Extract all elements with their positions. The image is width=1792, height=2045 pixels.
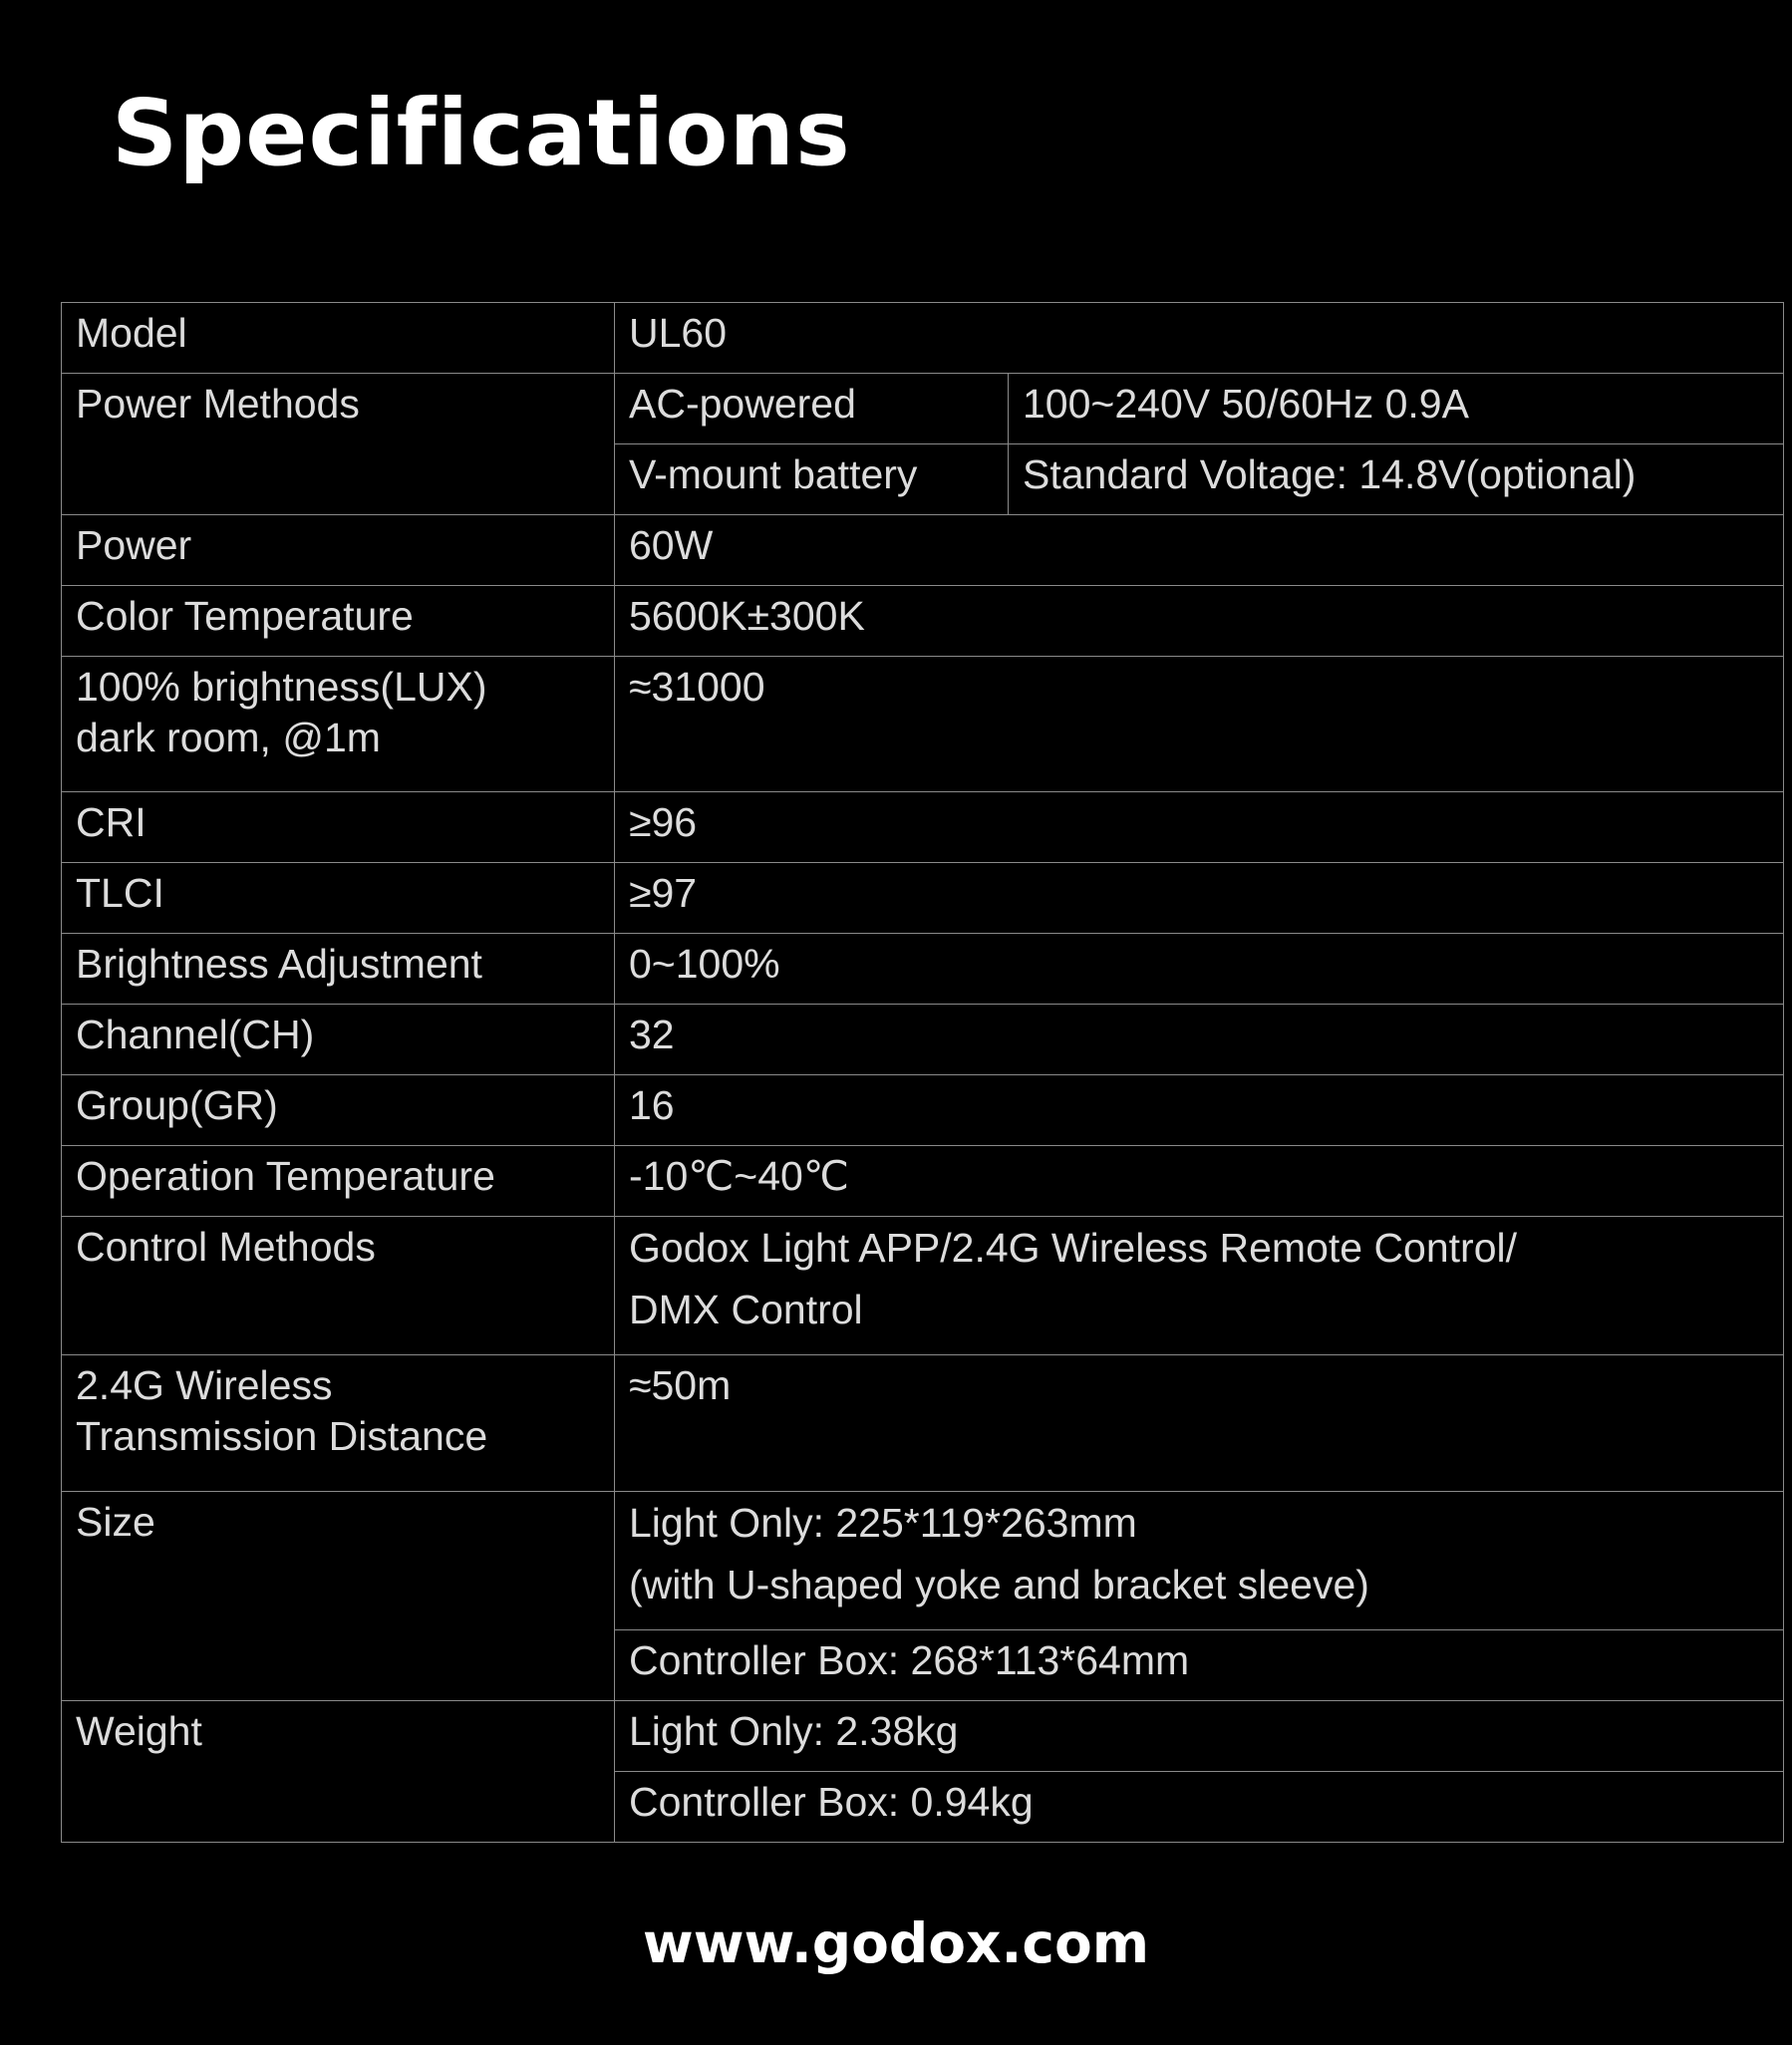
spec-row-power xyxy=(62,515,1784,586)
spec-row-operation-temperature xyxy=(62,1146,1784,1217)
website-link[interactable]: www.godox.com xyxy=(642,1911,1150,1975)
spec-label: Brightness Adjustment xyxy=(62,934,615,1005)
spec-value: Light Only: 2.38kg xyxy=(615,1701,1784,1772)
spec-label: Power xyxy=(62,515,615,586)
spec-row-size xyxy=(62,1492,1784,1630)
spec-label: Channel(CH) xyxy=(62,1005,615,1075)
spec-value xyxy=(615,1217,1784,1355)
spec-label: TLCI xyxy=(62,863,615,934)
spec-value: Controller Box: 268*113*64mm xyxy=(615,1630,1784,1701)
spec-value: UL60 xyxy=(615,303,1784,374)
spec-value: -10℃~40℃ xyxy=(615,1146,1784,1217)
spec-value-line: (with U-shaped yoke and bracket sleeve) xyxy=(629,1562,1369,1607)
spec-value-line: Godox Light APP/2.4G Wireless Remote Control/ xyxy=(629,1225,1518,1271)
spec-row-power-methods xyxy=(62,374,1784,444)
spec-label-line: dark room, @1m xyxy=(76,715,381,760)
spec-subtype: V-mount battery xyxy=(615,444,1009,515)
spec-value: Controller Box: 0.94kg xyxy=(615,1772,1784,1843)
spec-value: ≈31000 xyxy=(615,657,1784,792)
spec-row-weight xyxy=(62,1701,1784,1772)
spec-row-channel xyxy=(62,1005,1784,1075)
spec-label: Operation Temperature xyxy=(62,1146,615,1217)
spec-label xyxy=(62,657,615,792)
spec-row-brightness-lux xyxy=(62,657,1784,792)
spec-value: 100~240V 50/60Hz 0.9A xyxy=(1009,374,1784,444)
spec-value: 60W xyxy=(615,515,1784,586)
spec-subtype: AC-powered xyxy=(615,374,1009,444)
spec-label: Power Methods xyxy=(62,374,615,515)
spec-value: 32 xyxy=(615,1005,1784,1075)
spec-label: Control Methods xyxy=(62,1217,615,1355)
spec-value xyxy=(615,1492,1784,1630)
spec-label xyxy=(62,1355,615,1492)
spec-row-model xyxy=(62,303,1784,374)
spec-row-brightness-adjustment xyxy=(62,934,1784,1005)
spec-row-group xyxy=(62,1075,1784,1146)
spec-row-tlci xyxy=(62,863,1784,934)
spec-value: 5600K±300K xyxy=(615,586,1784,657)
spec-value: ≈50m xyxy=(615,1355,1784,1492)
specifications-table xyxy=(61,302,1784,1843)
spec-label-line: 2.4G Wireless xyxy=(76,1362,333,1408)
page-title: Specifications xyxy=(112,80,851,186)
spec-label: Model xyxy=(62,303,615,374)
spec-label-line: Transmission Distance xyxy=(76,1413,488,1459)
spec-value-line: Light Only: 225*119*263mm xyxy=(629,1500,1137,1546)
spec-row-color-temperature xyxy=(62,586,1784,657)
spec-value: Standard Voltage: 14.8V(optional) xyxy=(1009,444,1784,515)
spec-label: CRI xyxy=(62,792,615,863)
spec-label-line: 100% brightness(LUX) xyxy=(76,664,487,710)
spec-label: Group(GR) xyxy=(62,1075,615,1146)
spec-value: 16 xyxy=(615,1075,1784,1146)
spec-value: ≥97 xyxy=(615,863,1784,934)
spec-label: Color Temperature xyxy=(62,586,615,657)
spec-label: Size xyxy=(62,1492,615,1701)
spec-row-wireless-distance xyxy=(62,1355,1784,1492)
spec-value: ≥96 xyxy=(615,792,1784,863)
spec-value-line: DMX Control xyxy=(629,1287,863,1332)
spec-label: Weight xyxy=(62,1701,615,1843)
spec-row-control-methods xyxy=(62,1217,1784,1355)
spec-row-cri xyxy=(62,792,1784,863)
spec-value: 0~100% xyxy=(615,934,1784,1005)
